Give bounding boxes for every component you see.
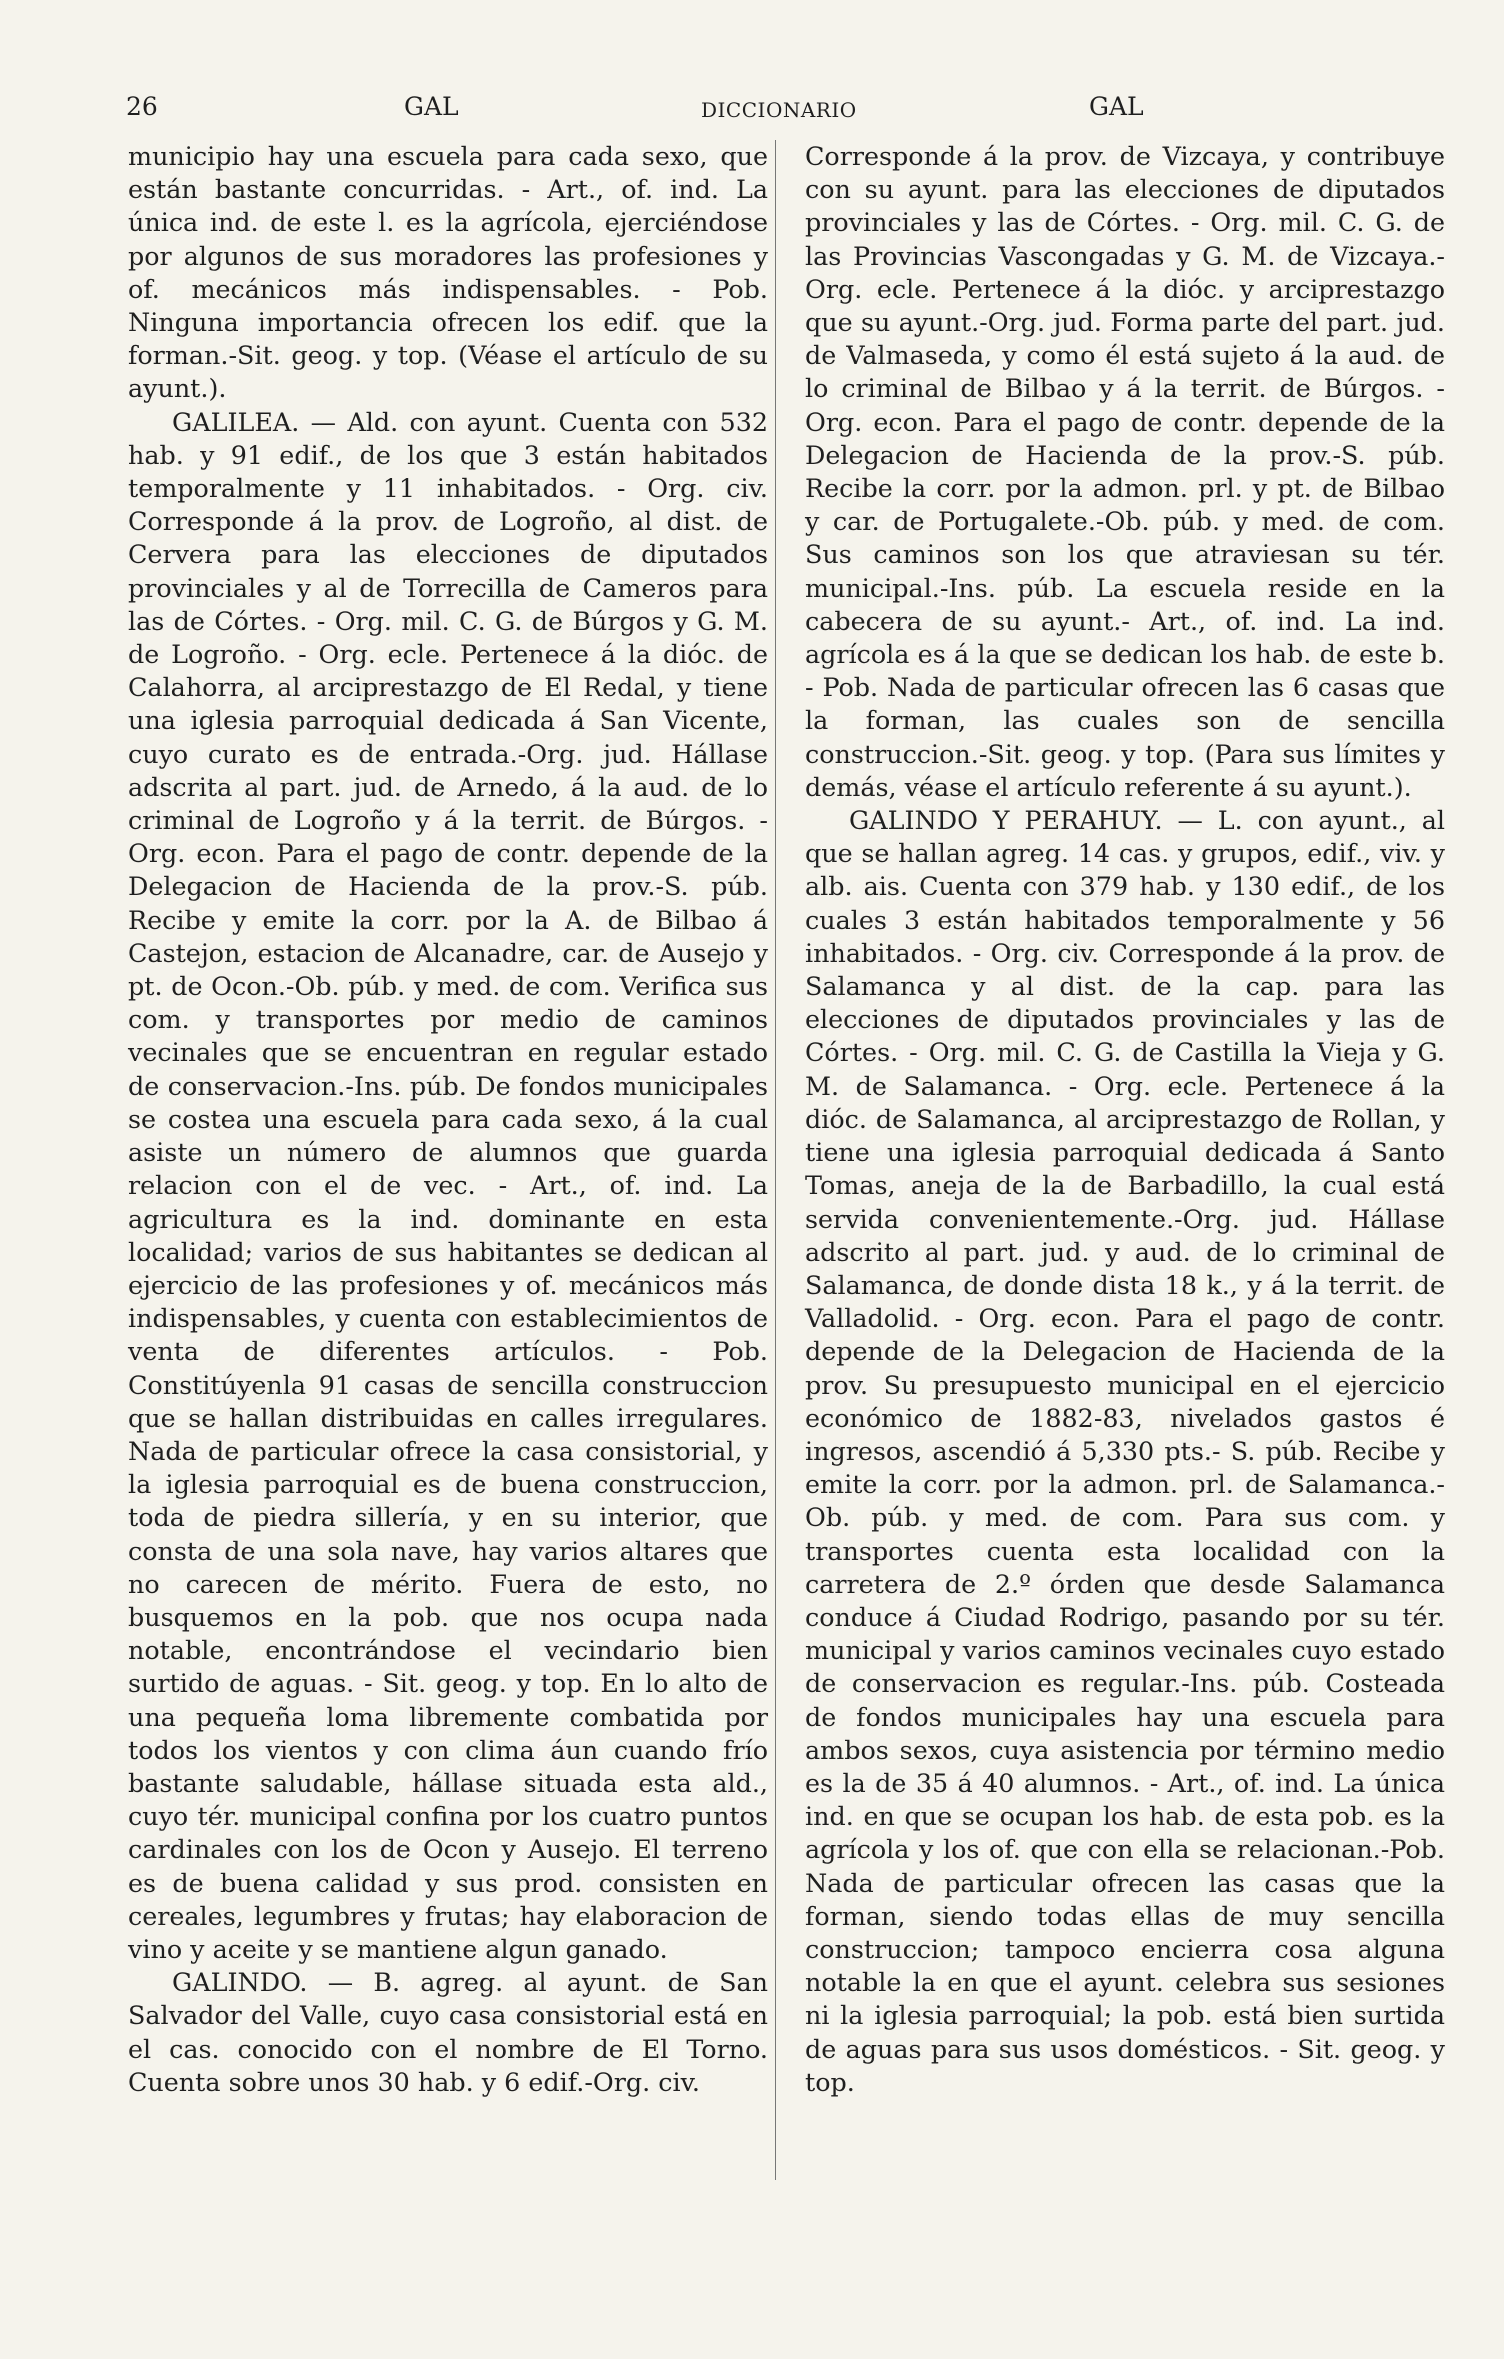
left-continuation-paragraph: municipio hay una escuela para cada sexo, que están bastante concurridas. - Art., of. ind. La única ind. de este l. es la agrícola, ejerciéndose por algunos de sus moradores las profesiones y of. mecánicos más indispensables. - Pob. Ninguna importancia ofrecen los edif. que la forman.-Sit. geog. y top. (Véase el artículo de su ayunt.). <box>128 141 768 404</box>
header-left-word: GAL <box>404 92 459 121</box>
page-header <box>126 92 1446 128</box>
page-number: 26 <box>126 92 158 121</box>
left-column <box>128 140 768 2099</box>
right-column <box>805 140 1445 2099</box>
entry-galilea: GALILEA. — Ald. con ayunt. Cuenta con 532 hab. y 91 edif., de los que 3 están habitados temporalmente y 11 inhabitados. - Org. civ. Corresponde á la prov. de Logroño, al dist. de Cervera para las elecciones de diputados provinciales y al de Torrecilla de Cameros para las de Córtes. - Org. mil. C. G. de Búrgos y G. M. de Logroño. - Org. ecle. Pertenece á la dióc. de Calahorra, al arciprestazgo de El Redal, y tiene una iglesia parroquial dedicada á San Vicente, cuyo curato es de entrada.-Org. jud. Hállase adscrita al part. jud. de Arnedo, á la aud. de lo criminal de Logroño y á la territ. de Búrgos. - Org. econ. Para el pago de contr. depende de la Delegacion de Hacienda de la prov.-S. púb. Recibe y emite la corr. por la A. de Bilbao á Castejon, estacion de Alcanadre, car. de Ausejo y pt. de Ocon.-Ob. púb. y med. de com. Verifica sus com. y transportes por medio de caminos vecinales que se encuentran en regular estado de conservacion.-Ins. púb. De fondos municipales se costea una escuela para cada sexo, á la cual asiste un número de alumnos que guarda relacion con el de vec. - Art., of. ind. La agricultura es la ind. dominante en esta localidad; varios de sus habitantes se dedican al ejercicio de las profesiones y of. mecánicos más indispensables, y cuenta con establecimientos de venta de diferentes artículos. - Pob. Constitúyenla 91 casas de sencilla construccion que se hallan distribuidas en calles irregulares. Nada de particular ofrece la casa consistorial, y la iglesia parroquial es de buena construccion, toda de piedra sillería, y en su interior, que consta de una sola nave, hay varios altares que no carecen de mérito. Fuera de esto, no busquemos en la pob. que nos ocupa nada notable, encontrándose el vecindario bien surtido de aguas. - Sit. geog. y top. En lo alto de una pequeña loma libremente combatida por todos los vientos y con clima áun cuando frío bastante saludable, hállase situada esta ald., cuyo tér. municipal confina por los cuatro puntos cardinales con los de Ocon y Ausejo. El terreno es de buena calidad y sus prod. consisten en cereales, legumbres y frutas; hay elaboracion de vino y aceite y se mantiene algun ganado. <box>128 406 768 1964</box>
entry-galindo-y-perahuy: GALINDO Y PERAHUY. — L. con ayunt., al que se hallan agreg. 14 cas. y grupos, edif., viv. y alb. ais. Cuenta con 379 hab. y 130 edif., de los cuales 3 están habitados temporalmente y 56 inhabitados. - Org. civ. Corresponde á la prov. de Salamanca y al dist. de la cap. para las elecciones de diputados provinciales y las de Córtes. - Org. mil. C. G. de Castilla la Vieja y G. M. de Salamanca. - Org. ecle. Pertenece á la dióc. de Salamanca, al arciprestazgo de Rollan, y tiene una iglesia parroquial dedicada á Santo Tomas, aneja de la de Barbadillo, la cual está servida convenientemente.-Org. jud. Hállase adscrito al part. jud. y aud. de lo criminal de Salamanca, de donde dista 18 k., y á la territ. de Valladolid. - Org. econ. Para el pago de contr. depende de la Delegacion de Hacienda de la prov. Su presupuesto municipal en el ejercicio económico de 1882-83, nivelados gastos é ingresos, ascendió á 5,330 pts.- S. púb. Recibe y emite la corr. por la admon. prl. de Salamanca.-Ob. púb. y med. de com. Para sus com. y transportes cuenta esta localidad con la carretera de 2.º órden que desde Salamanca conduce á Ciudad Rodrigo, pasando por su tér. municipal y varios caminos vecinales cuyo estado de conservacion es regular.-Ins. púb. Costeada de fondos municipales hay una escuela para ambos sexos, cuya asistencia por término medio es la de 35 á 40 alumnos. - Art., of. ind. La única ind. en que se ocupan los hab. de esta pob. es la agrícola y los of. que con ella se relacionan.-Pob. Nada de particular ofrecen las casas que la forman, siendo todas ellas de muy sencilla construccion; tampoco encierra cosa alguna notable la en que el ayunt. celebra sus sesiones ni la iglesia parroquial; la pob. está bien surtida de aguas para sus usos domésticos. - Sit. geog. y top. <box>805 805 1445 2097</box>
right-continuation-paragraph: Corresponde á la prov. de Vizcaya, y contribuye con su ayunt. para las elecciones de diputados provinciales y las de Córtes. - Org. mil. C. G. de las Provincias Vascongadas y G. M. de Vizcaya.-Org. ecle. Pertenece á la dióc. y arciprestazgo que su ayunt.-Org. jud. Forma parte del part. jud. de Valmaseda, y como él está sujeto á la aud. de lo criminal de Bilbao y á la territ. de Búrgos. - Org. econ. Para el pago de contr. depende de la Delegacion de Hacienda de la prov.-S. púb. Recibe la corr. por la admon. prl. y pt. de Bilbao y car. de Portugalete.-Ob. púb. y med. de com. Sus caminos son los que atraviesan su tér. municipal.-Ins. púb. La escuela reside en la cabecera de su ayunt.- Art., of. ind. La ind. agrícola es á la que se dedican los hab. de este b. - Pob. Nada de particular ofrecen las 6 casas que la forman, las cuales son de sencilla construccion.-Sit. geog. y top. (Para sus límites y demás, véase el artículo referente á su ayunt.). <box>805 141 1445 802</box>
header-right-word: GAL <box>1089 92 1144 121</box>
entry-galindo: GALINDO. — B. agreg. al ayunt. de San Salvador del Valle, cuyo casa consistorial está en el cas. conocido con el nombre de El Torno. Cuenta sobre unos 30 hab. y 6 edif.-Org. civ. <box>128 1967 768 2097</box>
header-center-word: DICCIONARIO <box>701 98 857 122</box>
column-divider <box>775 140 776 2180</box>
